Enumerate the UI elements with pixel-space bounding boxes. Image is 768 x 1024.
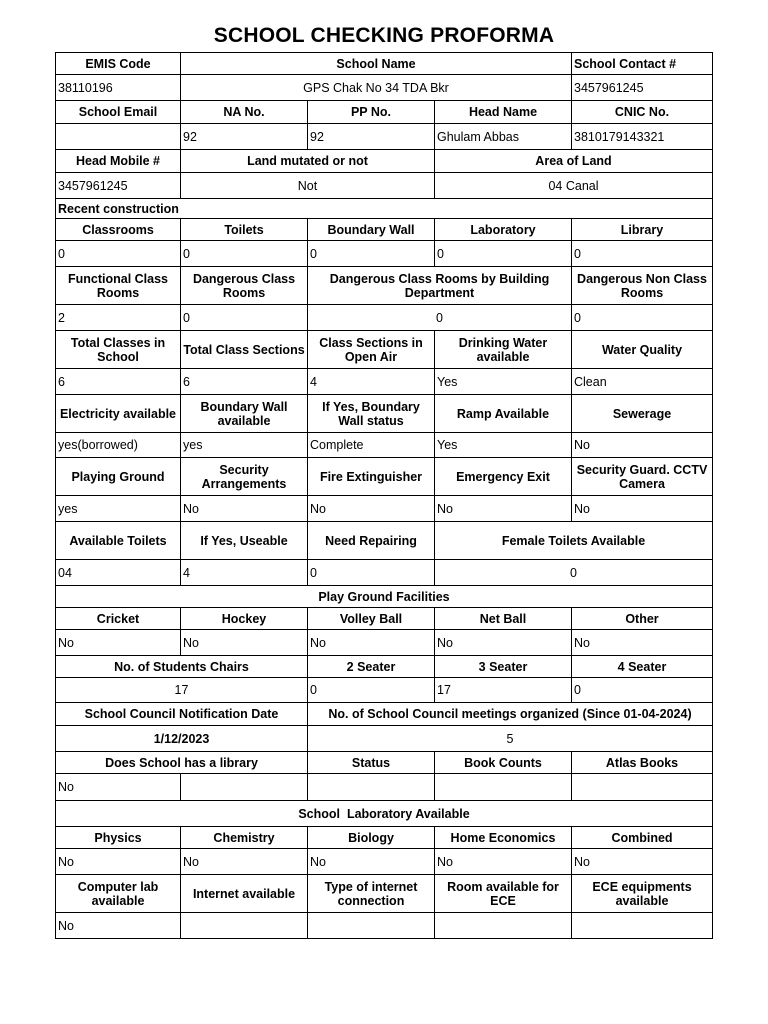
volley-ball-value: No <box>308 630 435 656</box>
table-row <box>56 752 713 774</box>
female-toilets-value: 0 <box>435 560 713 586</box>
school-contact-header: School Contact # <box>572 53 713 75</box>
area-of-land-value: 04 Canal <box>435 173 713 199</box>
library-value: 0 <box>572 241 713 267</box>
table-row <box>56 124 713 150</box>
table-row <box>56 608 713 630</box>
book-counts-value <box>435 774 572 801</box>
need-repairing-header: Need Repairing <box>308 522 435 560</box>
head-mobile-value: 3457961245 <box>56 173 181 199</box>
useable-toilets-header: If Yes, Useable <box>181 522 308 560</box>
drinking-water-header: Drinking Water available <box>435 331 572 369</box>
water-quality-value: Clean <box>572 369 713 395</box>
computer-lab-header: Computer lab available <box>56 875 181 913</box>
available-toilets-header: Available Toilets <box>56 522 181 560</box>
drinking-water-value: Yes <box>435 369 572 395</box>
ece-equipments-value <box>572 913 713 939</box>
other-header: Other <box>572 608 713 630</box>
boundary-wall-status-value: Complete <box>308 433 435 458</box>
sewerage-value: No <box>572 433 713 458</box>
chemistry-header: Chemistry <box>181 827 308 849</box>
toilets-header: Toilets <box>181 219 308 241</box>
total-classes-header: Total Classes in School <box>56 331 181 369</box>
classrooms-header: Classrooms <box>56 219 181 241</box>
laboratory-value: 0 <box>435 241 572 267</box>
ramp-available-header: Ramp Available <box>435 395 572 433</box>
volley-ball-header: Volley Ball <box>308 608 435 630</box>
four-seater-value: 0 <box>572 678 713 703</box>
physics-value: No <box>56 849 181 875</box>
cricket-value: No <box>56 630 181 656</box>
boundary-wall-available-value: yes <box>181 433 308 458</box>
electricity-value: yes(borrowed) <box>56 433 181 458</box>
dangerous-rooms-building-dept-header: Dangerous Class Rooms by Building Department <box>308 267 572 305</box>
school-library-value: No <box>56 774 181 801</box>
laboratory-available-heading: School Laboratory Available <box>56 801 713 827</box>
fire-extinguisher-header: Fire Extinguisher <box>308 458 435 496</box>
combined-value: No <box>572 849 713 875</box>
two-seater-value: 0 <box>308 678 435 703</box>
dangerous-class-rooms-header: Dangerous Class Rooms <box>181 267 308 305</box>
emis-code-header: EMIS Code <box>56 53 181 75</box>
sewerage-header: Sewerage <box>572 395 713 433</box>
library-status-value <box>308 774 435 801</box>
students-chairs-header: No. of Students Chairs <box>56 656 308 678</box>
internet-type-header: Type of internet connection <box>308 875 435 913</box>
ramp-available-value: Yes <box>435 433 572 458</box>
table-row <box>56 630 713 656</box>
useable-toilets-value: 4 <box>181 560 308 586</box>
school-name-value: GPS Chak No 34 TDA Bkr <box>181 75 572 101</box>
council-meetings-header: No. of School Council meetings organized (Since 01-04-2024) <box>308 703 713 726</box>
table-row <box>56 774 713 801</box>
open-air-sections-value: 4 <box>308 369 435 395</box>
book-counts-header: Book Counts <box>435 752 572 774</box>
home-economics-value: No <box>435 849 572 875</box>
school-library-header: Does School has a library <box>56 752 308 774</box>
table-row <box>56 75 713 101</box>
need-repairing-value: 0 <box>308 560 435 586</box>
table-row <box>56 703 713 726</box>
security-arrangements-header: Security Arrangements <box>181 458 308 496</box>
table-row <box>56 522 713 560</box>
net-ball-value: No <box>435 630 572 656</box>
home-economics-header: Home Economics <box>435 827 572 849</box>
toilets-value: 0 <box>181 241 308 267</box>
emis-code-value: 38110196 <box>56 75 181 101</box>
table-row <box>56 173 713 199</box>
land-mutated-header: Land mutated or not <box>181 150 435 173</box>
atlas-books-value <box>572 774 713 801</box>
table-row <box>56 656 713 678</box>
open-air-sections-header: Class Sections in Open Air <box>308 331 435 369</box>
cnic-no-value: 3810179143321 <box>572 124 713 150</box>
table-row <box>56 53 713 75</box>
dangerous-rooms-building-dept-value: 0 <box>308 305 572 331</box>
playing-ground-value: yes <box>56 496 181 522</box>
ece-equipments-header: ECE equipments available <box>572 875 713 913</box>
head-mobile-header: Head Mobile # <box>56 150 181 173</box>
dangerous-non-class-rooms-header: Dangerous Non Class Rooms <box>572 267 713 305</box>
hockey-value: No <box>181 630 308 656</box>
table-row <box>56 219 713 241</box>
table-row <box>56 678 713 703</box>
total-class-sections-value: 6 <box>181 369 308 395</box>
available-toilets-value: 04 <box>56 560 181 586</box>
dangerous-non-class-rooms-value: 0 <box>572 305 713 331</box>
security-guard-cctv-value: No <box>572 496 713 522</box>
head-name-header: Head Name <box>435 101 572 124</box>
biology-value: No <box>308 849 435 875</box>
na-no-value: 92 <box>181 124 308 150</box>
area-of-land-header: Area of Land <box>435 150 713 173</box>
emergency-exit-value: No <box>435 496 572 522</box>
boundary-wall-header: Boundary Wall <box>308 219 435 241</box>
biology-header: Biology <box>308 827 435 849</box>
table-row <box>56 101 713 124</box>
laboratory-header: Laboratory <box>435 219 572 241</box>
internet-type-value <box>308 913 435 939</box>
table-row <box>56 433 713 458</box>
electricity-header: Electricity available <box>56 395 181 433</box>
internet-available-header: Internet available <box>181 875 308 913</box>
school-name-header: School Name <box>181 53 572 75</box>
functional-class-rooms-value: 2 <box>56 305 181 331</box>
table-row <box>56 267 713 305</box>
school-contact-value: 3457961245 <box>572 75 713 101</box>
pp-no-header: PP No. <box>308 101 435 124</box>
playing-ground-header: Playing Ground <box>56 458 181 496</box>
library-header: Library <box>572 219 713 241</box>
fire-extinguisher-value: No <box>308 496 435 522</box>
council-meetings-value: 5 <box>308 726 713 752</box>
four-seater-header: 4 Seater <box>572 656 713 678</box>
library-blank-cell <box>181 774 308 801</box>
recent-construction-heading: Recent construction <box>56 199 713 219</box>
combined-header: Combined <box>572 827 713 849</box>
ece-room-value <box>435 913 572 939</box>
table-row <box>56 331 713 369</box>
table-row <box>56 726 713 752</box>
atlas-books-header: Atlas Books <box>572 752 713 774</box>
boundary-wall-value: 0 <box>308 241 435 267</box>
na-no-header: NA No. <box>181 101 308 124</box>
computer-lab-value: No <box>56 913 181 939</box>
cricket-header: Cricket <box>56 608 181 630</box>
library-status-header: Status <box>308 752 435 774</box>
internet-available-value <box>181 913 308 939</box>
table-row <box>56 560 713 586</box>
table-row <box>56 827 713 849</box>
table-row <box>56 875 713 913</box>
ece-room-header: Room available for ECE <box>435 875 572 913</box>
functional-class-rooms-header: Functional Class Rooms <box>56 267 181 305</box>
security-guard-cctv-header: Security Guard. CCTV Camera <box>572 458 713 496</box>
council-notification-date-header: School Council Notification Date <box>56 703 308 726</box>
three-seater-header: 3 Seater <box>435 656 572 678</box>
total-classes-value: 6 <box>56 369 181 395</box>
boundary-wall-available-header: Boundary Wall available <box>181 395 308 433</box>
students-chairs-value: 17 <box>56 678 308 703</box>
proforma-table <box>55 52 713 939</box>
pp-no-value: 92 <box>308 124 435 150</box>
two-seater-header: 2 Seater <box>308 656 435 678</box>
land-mutated-value: Not <box>181 173 435 199</box>
playground-facilities-heading: Play Ground Facilities <box>56 586 713 608</box>
table-row <box>56 369 713 395</box>
page-title: SCHOOL CHECKING PROFORMA <box>213 24 555 47</box>
council-notification-date-value: 1/12/2023 <box>56 726 308 752</box>
cnic-no-header: CNIC No. <box>572 101 713 124</box>
hockey-header: Hockey <box>181 608 308 630</box>
other-value: No <box>572 630 713 656</box>
table-row <box>56 496 713 522</box>
table-row <box>56 395 713 433</box>
security-arrangements-value: No <box>181 496 308 522</box>
table-row <box>56 801 713 827</box>
school-email-header: School Email <box>56 101 181 124</box>
emergency-exit-header: Emergency Exit <box>435 458 572 496</box>
total-class-sections-header: Total Class Sections <box>181 331 308 369</box>
table-row <box>56 241 713 267</box>
boundary-wall-status-header: If Yes, Boundary Wall status <box>308 395 435 433</box>
female-toilets-header: Female Toilets Available <box>435 522 713 560</box>
table-row <box>56 586 713 608</box>
head-name-value: Ghulam Abbas <box>435 124 572 150</box>
table-row <box>56 305 713 331</box>
table-row <box>56 150 713 173</box>
table-row <box>56 849 713 875</box>
chemistry-value: No <box>181 849 308 875</box>
classrooms-value: 0 <box>56 241 181 267</box>
table-row <box>56 913 713 939</box>
three-seater-value: 17 <box>435 678 572 703</box>
physics-header: Physics <box>56 827 181 849</box>
table-row <box>56 199 713 219</box>
dangerous-class-rooms-value: 0 <box>181 305 308 331</box>
net-ball-header: Net Ball <box>435 608 572 630</box>
table-row <box>56 458 713 496</box>
water-quality-header: Water Quality <box>572 331 713 369</box>
school-email-value <box>56 124 181 150</box>
